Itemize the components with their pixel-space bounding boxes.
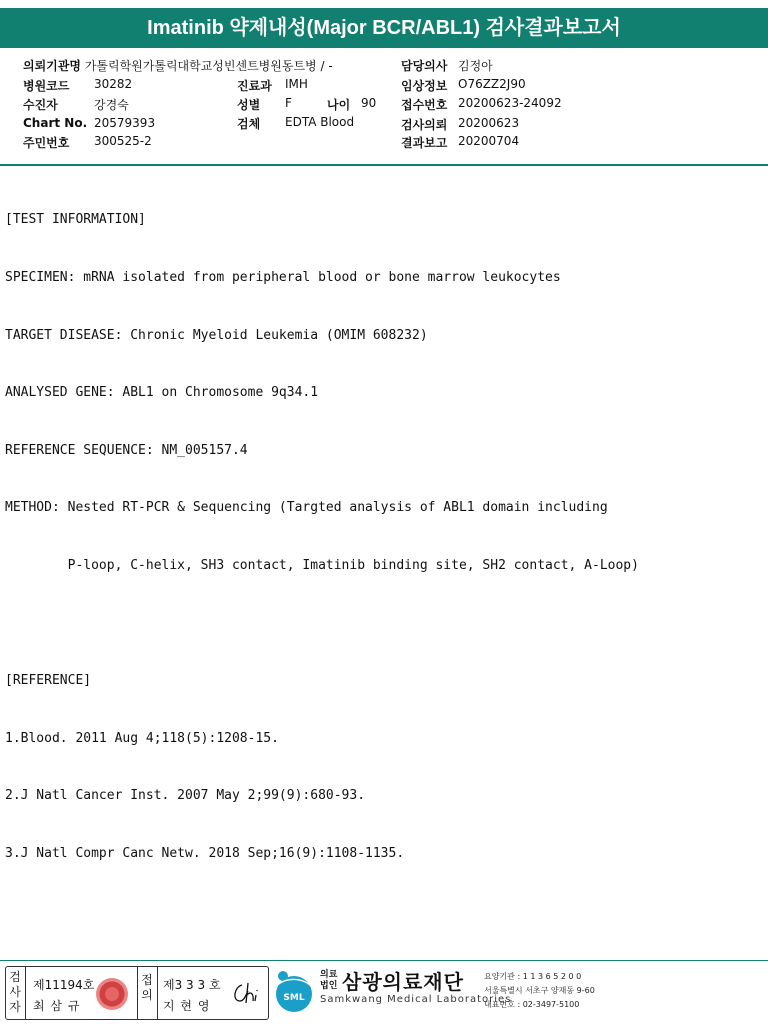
org-english-name: Samkwang Medical Laboratories (320, 994, 512, 1005)
body-line: 1.Blood. 2011 Aug 4;118(5):1208-15. (5, 730, 279, 746)
org-name: 삼광의료재단 (342, 970, 464, 994)
inspector-label: 검사자 (9, 970, 21, 1014)
body-line (5, 614, 639, 633)
header-id-no: 주민번호 300525-2 (23, 134, 152, 150)
inspector-number: 제11194호 (33, 978, 95, 992)
box-separator (157, 967, 158, 1019)
body-line: SPECIMEN: mRNA isolated from peripheral blood or bone marrow leukocytes (5, 270, 561, 286)
test-information-body (5, 172, 639, 883)
body-line: METHOD: Nested RT-PCR & Sequencing (Targted analysis of ABL1 domain including (5, 500, 608, 516)
org-institution-code: 요양기관 : 1 1 3 6 5 2 0 0 (484, 972, 582, 981)
org-type: 의료 법인 (320, 970, 338, 991)
header-hospital: 의뢰기관명 가톨릭학원가톨릭대학교성빈센트병원동트병 / - (23, 59, 333, 73)
header-receipt-no: 접수번호 20200623-24092 (401, 96, 562, 112)
body-line: ANALYSED GENE: ABL1 on Chromosome 9q34.1 (5, 385, 319, 401)
header-specimen: 검체 EDTA Blood (237, 115, 355, 131)
body-line: TARGET DISEASE: Chronic Myeloid Leukemia (OMIM 608232) (5, 327, 428, 343)
report-title: Imatinib 약제내성(Major BCR/ABL1) 검사결과보고서 (0, 8, 768, 48)
receiver-label: 접의 (141, 973, 153, 1002)
report-header (0, 50, 768, 162)
box-separator (25, 967, 26, 1019)
header-clinical-info: 임상정보 O76ZZ2J90 (401, 77, 526, 93)
seal-stamp-icon (96, 978, 128, 1010)
body-line: REFERENCE SEQUENCE: NM_005157.4 (5, 442, 248, 458)
body-line: 2.J Natl Cancer Inst. 2007 May 2;99(9):680-93. (5, 788, 366, 804)
org-phone: 대표번호 : 02-3497-5100 (484, 1000, 580, 1009)
body-line: P-loop, C-helix, SH3 contact, Imatinib binding site, SH2 contact, A-Loop) (5, 558, 639, 574)
logo-text: SML (283, 993, 305, 1003)
receiver-name: 지 현 영 (163, 999, 211, 1013)
header-hospital-code: 병원코드 30282 (23, 77, 133, 93)
header-request-date: 검사의뢰 20200623 (401, 116, 520, 132)
header-chart-no: Chart No. 20579393 (23, 116, 156, 130)
inspector-name: 최 삼 규 (33, 999, 81, 1013)
signature-icon (230, 981, 264, 1005)
header-report-date: 결과보고 20200704 (401, 134, 520, 150)
footer-divider (0, 960, 768, 961)
header-divider (0, 164, 768, 166)
body-line: 3.J Natl Compr Canc Netw. 2018 Sep;16(9):1108-1135. (5, 846, 405, 862)
body-line: [TEST INFORMATION] (5, 212, 146, 228)
body-line: [REFERENCE] (5, 673, 92, 689)
signature-box (5, 966, 269, 1020)
sml-logo-icon (271, 968, 317, 1014)
header-doctor: 담당의사 김정아 (401, 59, 493, 73)
header-patient: 수진자 강경숙 (23, 98, 129, 112)
header-sex: 성별 F (237, 96, 292, 112)
header-age: 나이 90 (327, 96, 377, 112)
org-address: 서울특별시 서초구 양재동 9-60 (484, 986, 595, 995)
header-department: 진료과 IMH (237, 77, 308, 93)
report-footer (0, 962, 768, 1030)
receiver-number: 제3 3 3 호 (163, 978, 221, 992)
